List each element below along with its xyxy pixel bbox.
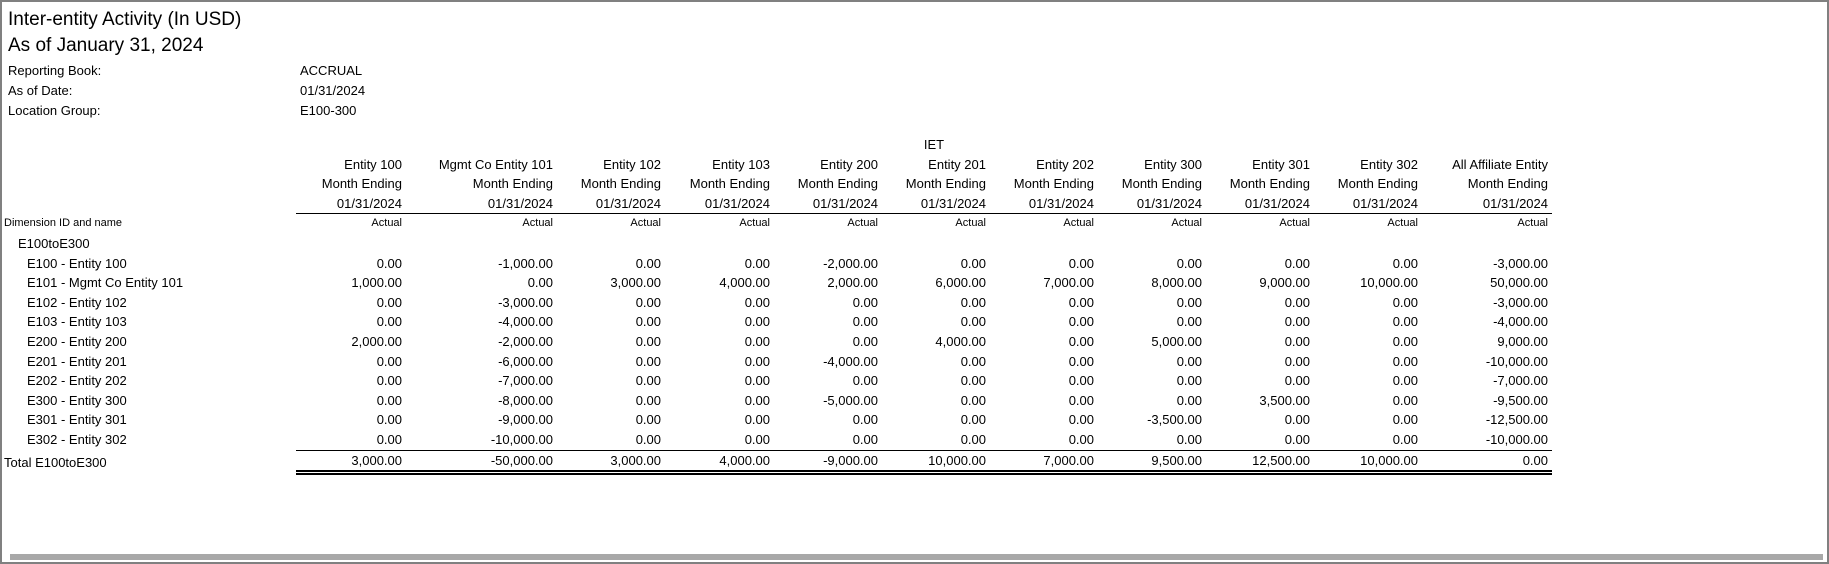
cell-value: -3,000.00: [1493, 255, 1548, 271]
cell-value: 0.00: [635, 353, 661, 369]
cell-value: 0.00: [1176, 392, 1202, 408]
row-label: E301 - Entity 301: [27, 412, 127, 428]
row-header-spacer: [4, 174, 296, 194]
row-label: E101 - Mgmt Co Entity 101: [27, 275, 184, 291]
column-period-label: Month Ending: [905, 176, 986, 192]
cell-value: -9,500.00: [1493, 392, 1548, 408]
total-cell-value: 10,000.00: [882, 450, 990, 473]
cell-value: 0.00: [852, 373, 878, 389]
cell-value: -8,000.00: [498, 392, 553, 408]
meta-row-as-of-date: [8, 81, 1827, 101]
cell-value: 3,000.00: [610, 275, 661, 291]
row-header-spacer: [4, 135, 296, 155]
cell-value: 10,000.00: [1360, 275, 1418, 291]
cell-value: 0.00: [376, 392, 402, 408]
group-row-spacer: [296, 234, 406, 254]
cell-value: 0.00: [376, 314, 402, 330]
cell-value: 0.00: [1392, 255, 1418, 271]
cell-value: 0.00: [376, 255, 402, 271]
column-group-spacer: [557, 135, 665, 155]
cell-value: 0.00: [960, 392, 986, 408]
cell-value: 4,000.00: [935, 333, 986, 349]
column-date-label: 01/31/2024: [1206, 194, 1314, 214]
cell-value: -10,000.00: [490, 431, 553, 447]
column-group-spacer: [774, 135, 882, 155]
table-row: [4, 391, 1552, 411]
column-group-spacer: [1206, 135, 1314, 155]
column-date-label: 01/31/2024: [296, 194, 406, 214]
row-label: E102 - Entity 102: [27, 294, 127, 310]
meta-row-location-group: [8, 101, 1827, 121]
cell-value: -6,000.00: [498, 353, 553, 369]
cell-value: 0.00: [376, 412, 402, 428]
cell-value: -4,000.00: [823, 353, 878, 369]
cell-value: 0.00: [1284, 373, 1310, 389]
column-date-row: [4, 194, 1552, 214]
column-period-row: [4, 174, 1552, 194]
cell-value: 0.00: [1068, 373, 1094, 389]
cell-value: 0.00: [1392, 333, 1418, 349]
column-date-label: 01/31/2024: [774, 194, 882, 214]
group-row-spacer: [882, 234, 990, 254]
column-date-label: 01/31/2024: [882, 194, 990, 214]
row-header-spacer: [4, 155, 296, 175]
cell-value: -3,000.00: [1493, 294, 1548, 310]
cell-value: 0.00: [635, 392, 661, 408]
column-scenario-label: Actual: [371, 217, 402, 230]
group-row-spacer: [557, 234, 665, 254]
cell-value: 0.00: [1068, 294, 1094, 310]
cell-value: 0.00: [852, 314, 878, 330]
table-row: [4, 273, 1552, 293]
cell-value: 0.00: [376, 373, 402, 389]
column-period-label: Month Ending: [580, 176, 661, 192]
column-period-label: Month Ending: [472, 176, 553, 192]
total-cell-value: 4,000.00: [665, 450, 774, 473]
cell-value: 0.00: [1284, 353, 1310, 369]
group-row-spacer: [406, 234, 557, 254]
cell-value: 0.00: [376, 353, 402, 369]
column-header: All Affiliate Entity: [1452, 156, 1548, 172]
row-label: E202 - Entity 202: [27, 373, 127, 389]
row-header-spacer: [4, 194, 296, 214]
reporting-book-value: ACCRUAL: [300, 63, 363, 78]
cell-value: 9,000.00: [1259, 275, 1310, 291]
table-row: [4, 312, 1552, 332]
table-row: [4, 352, 1552, 372]
column-period-label: Month Ending: [1121, 176, 1202, 192]
column-header: Entity 100: [344, 156, 402, 172]
column-group-spacer: [665, 135, 774, 155]
report-subtitle: As of January 31, 2024: [8, 35, 204, 56]
cell-value: 4,000.00: [719, 275, 770, 291]
group-row-spacer: [774, 234, 882, 254]
group-row-spacer: [1206, 234, 1314, 254]
cell-value: 0.00: [635, 431, 661, 447]
group-row-spacer: [1314, 234, 1422, 254]
as-of-date-label: As of Date:: [8, 83, 73, 98]
cell-value: 0.00: [635, 412, 661, 428]
column-group-spacer: [296, 135, 406, 155]
cell-value: 0.00: [744, 255, 770, 271]
cell-value: 0.00: [1392, 373, 1418, 389]
report-meta: [8, 61, 1827, 121]
report-table: [4, 135, 1552, 475]
cell-value: 0.00: [744, 314, 770, 330]
cell-value: 0.00: [635, 314, 661, 330]
column-group-spacer: [1314, 135, 1422, 155]
cell-value: 0.00: [1392, 353, 1418, 369]
cell-value: 0.00: [744, 431, 770, 447]
total-cell-value: 0.00: [1422, 450, 1552, 473]
cell-value: 0.00: [1176, 314, 1202, 330]
cell-value: 0.00: [527, 275, 553, 291]
group-row: [4, 234, 1552, 254]
cell-value: -2,000.00: [823, 255, 878, 271]
row-label: E201 - Entity 201: [27, 353, 127, 369]
row-label: E100 - Entity 100: [27, 255, 127, 271]
group-row-spacer: [1422, 234, 1552, 254]
cell-value: 5,000.00: [1151, 333, 1202, 349]
cell-value: 0.00: [960, 294, 986, 310]
cell-value: 0.00: [1392, 392, 1418, 408]
group-row-label: E100toE300: [18, 235, 90, 251]
cell-value: 0.00: [960, 412, 986, 428]
cell-value: 0.00: [852, 333, 878, 349]
cell-value: 0.00: [1068, 314, 1094, 330]
cell-value: 0.00: [1068, 353, 1094, 369]
column-date-label: 01/31/2024: [1314, 194, 1422, 214]
cell-value: 0.00: [1176, 255, 1202, 271]
cell-value: 0.00: [1176, 294, 1202, 310]
total-cell-value: 3,000.00: [557, 450, 665, 473]
column-scenario-label: Actual: [1279, 217, 1310, 230]
group-row-spacer: [665, 234, 774, 254]
cell-value: 9,000.00: [1497, 333, 1548, 349]
cell-value: 0.00: [635, 333, 661, 349]
cell-value: -5,000.00: [823, 392, 878, 408]
report-title: Inter-entity Activity (In USD): [8, 9, 242, 30]
group-row-spacer: [990, 234, 1098, 254]
column-date-label: 01/31/2024: [990, 194, 1098, 214]
cell-value: 0.00: [1392, 412, 1418, 428]
cell-value: 0.00: [1176, 353, 1202, 369]
column-header: Entity 102: [603, 156, 661, 172]
cell-value: 0.00: [744, 392, 770, 408]
column-header: Entity 300: [1144, 156, 1202, 172]
cell-value: 0.00: [1068, 412, 1094, 428]
column-group-header: IET: [923, 137, 945, 152]
column-group-spacer: [990, 135, 1098, 155]
horizontal-scrollbar-thumb[interactable]: [10, 554, 1823, 560]
total-cell-value: 3,000.00: [296, 450, 406, 473]
row-label: E302 - Entity 302: [27, 432, 127, 448]
cell-value: 0.00: [635, 373, 661, 389]
cell-value: 0.00: [744, 353, 770, 369]
cell-value: 2,000.00: [351, 333, 402, 349]
cell-value: 0.00: [1068, 392, 1094, 408]
column-group-header-row: [4, 135, 1552, 155]
cell-value: 0.00: [635, 294, 661, 310]
column-period-label: Month Ending: [1467, 176, 1548, 192]
cell-value: 0.00: [376, 431, 402, 447]
reporting-book-label: Reporting Book:: [8, 63, 102, 78]
column-period-label: Month Ending: [1229, 176, 1310, 192]
cell-value: 0.00: [1284, 333, 1310, 349]
column-date-label: 01/31/2024: [1422, 194, 1552, 214]
cell-value: 50,000.00: [1490, 275, 1548, 291]
dimension-id-label: Dimension ID and name: [4, 217, 123, 230]
column-header: Mgmt Co Entity 101: [438, 156, 553, 172]
column-period-label: Month Ending: [1337, 176, 1418, 192]
column-date-label: 01/31/2024: [406, 194, 557, 214]
cell-value: 0.00: [1068, 255, 1094, 271]
cell-value: 0.00: [960, 373, 986, 389]
cell-value: 0.00: [852, 294, 878, 310]
cell-value: 0.00: [1068, 333, 1094, 349]
column-scenario-label: Actual: [1517, 217, 1548, 230]
column-scenario-row: [4, 214, 1552, 234]
total-row: [4, 450, 1552, 473]
cell-value: -4,000.00: [498, 314, 553, 330]
cell-value: -7,000.00: [1493, 373, 1548, 389]
total-cell-value: 10,000.00: [1314, 450, 1422, 473]
column-group-spacer: [1422, 135, 1552, 155]
column-scenario-label: Actual: [955, 217, 986, 230]
cell-value: 1,000.00: [351, 275, 402, 291]
cell-value: 0.00: [852, 431, 878, 447]
cell-value: 0.00: [960, 353, 986, 369]
location-group-label: Location Group:: [8, 103, 101, 118]
cell-value: -7,000.00: [498, 373, 553, 389]
cell-value: 0.00: [744, 294, 770, 310]
column-header: Entity 302: [1360, 156, 1418, 172]
cell-value: 0.00: [635, 255, 661, 271]
column-group-spacer: [1098, 135, 1206, 155]
total-cell-value: 12,500.00: [1206, 450, 1314, 473]
column-header: Entity 201: [928, 156, 986, 172]
cell-value: 0.00: [1176, 373, 1202, 389]
cell-value: -12,500.00: [1485, 412, 1548, 428]
column-scenario-label: Actual: [739, 217, 770, 230]
cell-value: 7,000.00: [1043, 275, 1094, 291]
cell-value: 0.00: [960, 314, 986, 330]
total-cell-value: -9,000.00: [774, 450, 882, 473]
column-scenario-label: Actual: [630, 217, 661, 230]
cell-value: 0.00: [1176, 431, 1202, 447]
column-header-row: [4, 155, 1552, 175]
column-header: Entity 202: [1036, 156, 1094, 172]
table-row: [4, 293, 1552, 313]
cell-value: 0.00: [1284, 412, 1310, 428]
column-scenario-label: Actual: [1171, 217, 1202, 230]
total-cell-value: 7,000.00: [990, 450, 1098, 473]
table-row: [4, 332, 1552, 352]
cell-value: -2,000.00: [498, 333, 553, 349]
column-period-label: Month Ending: [1013, 176, 1094, 192]
total-row-label: Total E100toE300: [4, 455, 107, 470]
total-cell-value: 9,500.00: [1098, 450, 1206, 473]
table-row: [4, 254, 1552, 274]
row-label: E200 - Entity 200: [27, 333, 127, 349]
cell-value: 0.00: [744, 333, 770, 349]
column-header: Entity 103: [712, 156, 770, 172]
column-scenario-label: Actual: [522, 217, 553, 230]
meta-row-reporting-book: [8, 61, 1827, 81]
cell-value: 8,000.00: [1151, 275, 1202, 291]
cell-value: -4,000.00: [1493, 314, 1548, 330]
row-label: E103 - Entity 103: [27, 314, 127, 330]
cell-value: 0.00: [1392, 431, 1418, 447]
row-label: E300 - Entity 300: [27, 392, 127, 408]
cell-value: -3,000.00: [498, 294, 553, 310]
cell-value: 6,000.00: [935, 275, 986, 291]
as-of-date-value: 01/31/2024: [300, 83, 366, 98]
group-row-spacer: [1098, 234, 1206, 254]
column-date-label: 01/31/2024: [665, 194, 774, 214]
cell-value: 0.00: [1284, 431, 1310, 447]
cell-value: -9,000.00: [498, 412, 553, 428]
cell-value: 0.00: [1392, 294, 1418, 310]
cell-value: -3,500.00: [1147, 412, 1202, 428]
cell-value: 0.00: [744, 412, 770, 428]
cell-value: -10,000.00: [1485, 431, 1548, 447]
cell-value: 0.00: [852, 412, 878, 428]
location-group-value: E100-300: [300, 103, 357, 118]
total-cell-value: -50,000.00: [406, 450, 557, 473]
table-row: [4, 410, 1552, 430]
column-scenario-label: Actual: [1063, 217, 1094, 230]
cell-value: 0.00: [1284, 294, 1310, 310]
column-date-label: 01/31/2024: [1098, 194, 1206, 214]
column-group-spacer: [406, 135, 557, 155]
column-period-label: Month Ending: [321, 176, 402, 192]
column-header: Entity 200: [820, 156, 878, 172]
cell-value: 0.00: [1284, 314, 1310, 330]
cell-value: 3,500.00: [1259, 392, 1310, 408]
column-date-label: 01/31/2024: [557, 194, 665, 214]
column-scenario-label: Actual: [1387, 217, 1418, 230]
cell-value: 0.00: [1068, 431, 1094, 447]
cell-value: 0.00: [1392, 314, 1418, 330]
cell-value: -10,000.00: [1485, 353, 1548, 369]
cell-value: 0.00: [1284, 255, 1310, 271]
cell-value: 0.00: [960, 431, 986, 447]
column-period-label: Month Ending: [797, 176, 878, 192]
cell-value: -1,000.00: [498, 255, 553, 271]
cell-value: 0.00: [960, 255, 986, 271]
column-period-label: Month Ending: [689, 176, 770, 192]
cell-value: 0.00: [744, 373, 770, 389]
table-row: [4, 430, 1552, 450]
column-header: Entity 301: [1252, 156, 1310, 172]
cell-value: 2,000.00: [827, 275, 878, 291]
cell-value: 0.00: [376, 294, 402, 310]
column-scenario-label: Actual: [847, 217, 878, 230]
table-row: [4, 371, 1552, 391]
